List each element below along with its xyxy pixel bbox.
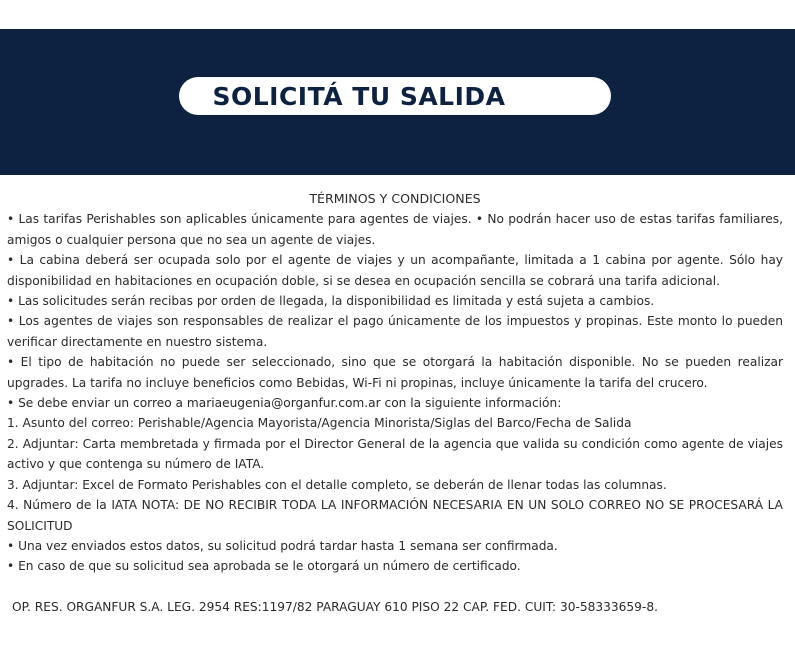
- terms-paragraph: 1. Asunto del correo: Perishable/Agencia Mayorista/Agencia Minorista/Siglas del Barco/Fecha de Salida: [7, 416, 632, 431]
- top-strip: [0, 0, 795, 29]
- terms-paragraph: • Una vez enviados estos datos, su solicitud podrá tardar hasta 1 semana ser confirmada.: [7, 538, 558, 553]
- terms-paragraph: • El tipo de habitación no puede ser seleccionado, sino que se otorgará la habitación disponible. No se pueden realizar upgrades. La tarifa no incluye beneficios como Bebidas, Wi-Fi ni propinas, incluye únicamente la tarifa del crucero.: [7, 355, 783, 390]
- legal-footer: OP. RES. ORGANFUR S.A. LEG. 2954 RES:1197/82 PARAGUAY 610 PISO 22 CAP. FED. CUIT: 30-58333659-8.: [12, 600, 658, 614]
- terms-paragraph: 2. Adjuntar: Carta membretada y firmada por el Director General de la agencia que valida su condición como agente de viajes activo y que contenga su número de IATA.: [7, 436, 783, 472]
- terms-paragraph: • La cabina deberá ser ocupada solo por el agente de viajes y un acompañante, limitada a 1 cabina por agente. Sólo hay disponibilidad en habitaciones en ocupación doble, si se desea en ocupación sencilla se cobrará una tarifa adicional.: [7, 253, 783, 288]
- terms-section: [7, 189, 783, 577]
- title-pill: [179, 77, 611, 115]
- page-title: SOLICITÁ TU SALIDA: [212, 82, 506, 111]
- terms-paragraph: 3. Adjuntar: Excel de Formato Perishables con el detalle completo, se deberán de llenar todas las columnas.: [7, 477, 667, 492]
- terms-paragraph: • Se debe enviar un correo a mariaeugenia@organfur.com.ar con la siguiente información:: [7, 396, 562, 411]
- terms-paragraph: • Los agentes de viajes son responsables de realizar el pago únicamente de los impuestos y propinas. Este monto lo pueden verificar directamente en nuestro sistema.: [7, 314, 783, 349]
- terms-paragraph: • Las tarifas Perishables son aplicables únicamente para agentes de viajes. • No podrán hacer uso de estas tarifas familiares, amigos o cualquier persona que no sea un agente de viajes.: [7, 212, 783, 247]
- terms-heading: TÉRMINOS Y CONDICIONES: [309, 191, 481, 206]
- terms-paragraph: • En caso de que su solicitud sea aprobada se le otorgará un número de certificado.: [7, 559, 521, 574]
- terms-paragraph: • Las solicitudes serán recibas por orden de llegada, la disponibilidad es limitada y está sujeta a cambios.: [7, 294, 655, 309]
- terms-paragraph: 4. Número de la IATA NOTA: DE NO RECIBIR TODA LA INFORMACIÓN NECESARIA EN UN SOLO CORREO NO SE PROCESARÁ LA SOLICITUD: [7, 498, 783, 533]
